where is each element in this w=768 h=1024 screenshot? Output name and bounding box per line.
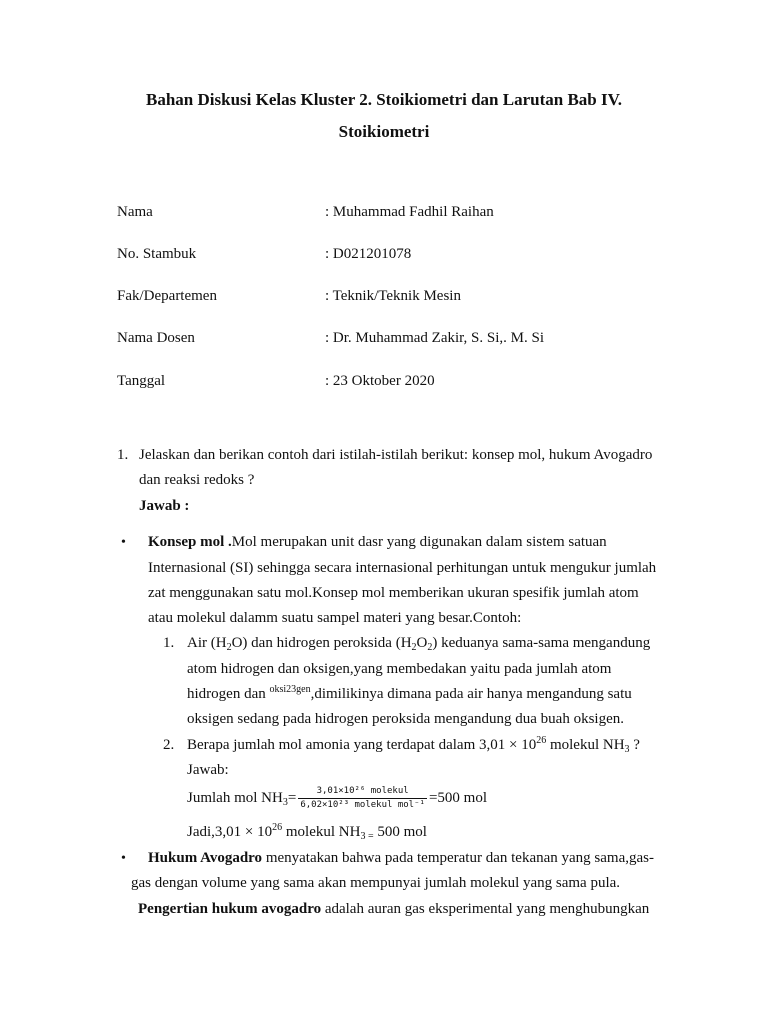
equation-line	[187, 786, 487, 811]
item-1-line-4: oksigen sedang pada hidrogen peroksida mengandung dua buah oksigen.	[187, 711, 624, 727]
hukum-text: menyatakan bahwa pada temperatur dan tekanan yang sama,gas-	[262, 850, 654, 866]
question-number: 1.	[117, 447, 129, 463]
document-title	[100, 84, 668, 148]
item-1-line-3	[187, 682, 632, 707]
konsep-mol-line-4: atau molekul dalamm suatu sampel materi yang besar.Contoh:	[148, 610, 522, 626]
info-value: : Muhammad Fadhil Raihan	[325, 204, 494, 220]
info-label: Nama	[117, 204, 153, 220]
answer-label: Jawab :	[139, 498, 190, 514]
info-value: : D021201078	[325, 246, 412, 262]
item-1-text-a: hidrogen dan	[187, 686, 270, 702]
item-1-text-b: O) dan hidrogen peroksida (H	[231, 635, 412, 651]
bullet-dot: •	[121, 535, 126, 550]
subscript: 2	[411, 642, 417, 653]
pengertian-text: adalah auran gas eksperimental yang menghubungkan	[321, 901, 650, 917]
item-1-text-d: ) keduanya sama-sama mengandung	[432, 635, 651, 651]
fraction-denominator: 6,02×10²³ molekul mol⁻¹	[300, 800, 425, 811]
hukum-term: Hukum Avogadro	[148, 850, 263, 866]
item-2-number: 2.	[163, 737, 175, 753]
equals-sign: =	[287, 790, 297, 806]
subscript: 3	[624, 744, 630, 755]
info-label: Nama Dosen	[117, 330, 195, 346]
pengertian-term: Pengertian hukum avogadro	[138, 901, 322, 917]
question-line-1: Jelaskan dan berikan contoh dari istilah-istilah berikut: konsep mol, hukum Avogadro	[139, 447, 653, 463]
question-line-2: dan reaksi redoks ?	[139, 472, 255, 488]
item-1-line-1	[187, 631, 650, 656]
pengertian-line	[138, 897, 649, 922]
konsep-mol-term: Konsep mol .	[148, 534, 232, 550]
item-1-text-a: Air (H	[187, 635, 227, 651]
info-value: : Teknik/Teknik Mesin	[325, 288, 461, 304]
info-label: Fak/Departemen	[117, 288, 217, 304]
item-1-line-2: atom hidrogen dan oksigen,yang membedakan yaitu pada jumlah atom	[187, 661, 612, 677]
info-value: : 23 Oktober 2020	[325, 373, 435, 389]
item-2-text-a: Berapa jumlah mol amonia yang terdapat dalam 3,01 × 10	[187, 737, 537, 753]
hukum-line-2: gas dengan volume yang sama akan mempunyai jumlah molekul yang sama pula.	[131, 875, 621, 891]
konsep-mol-line-3: zat menggunakan satu mol.Konsep mol memberikan ukuran spesifik jumlah atom	[148, 585, 639, 601]
item-1-text-c: O	[416, 635, 428, 651]
item-2-line-2: Jawab:	[187, 762, 229, 778]
konsep-mol-text: Mol merupakan unit dasr yang digunakan dalam sistem satuan	[231, 534, 607, 550]
result-text-a: Jadi,3,01 × 10	[187, 824, 273, 840]
hukum-line-1	[148, 846, 654, 871]
item-2-line-1	[187, 733, 640, 758]
info-value: : Dr. Muhammad Zakir, S. Si,. M. Si	[325, 330, 544, 346]
info-label: Tanggal	[117, 373, 166, 389]
info-label: No. Stambuk	[117, 246, 197, 262]
subscript: 2	[226, 642, 232, 653]
subscript: 3	[282, 797, 288, 808]
info-row-stambuk	[117, 242, 677, 264]
superscript: 26	[536, 735, 547, 746]
result-line	[187, 820, 427, 845]
result-text-c: 500 mol	[373, 824, 427, 840]
bullet-dot: •	[121, 851, 126, 866]
item-1-number: 1.	[163, 635, 175, 651]
konsep-mol-line-2: Internasional (SI) sehingga secara internasional perhitungan untuk mengukur jumlah	[148, 560, 657, 576]
fraction	[298, 786, 427, 811]
subscript: 2	[427, 642, 433, 653]
superscript: oksi23gen	[269, 684, 311, 695]
item-2-text-c: ?	[629, 737, 640, 753]
superscript: 26	[272, 822, 283, 833]
equation-result: =500 mol	[428, 790, 487, 806]
fraction-numerator: 3,01×10²⁶ molekul	[298, 786, 427, 799]
item-2-text-b: molekul NH	[546, 737, 625, 753]
equation-text: Jumlah mol NH	[187, 790, 283, 806]
info-row-nama	[117, 200, 677, 222]
subscript: 3 =	[360, 831, 374, 842]
info-row-dosen	[117, 326, 677, 348]
title-line-1: Bahan Diskusi Kelas Kluster 2. Stoikiometri dan Larutan Bab IV.	[146, 90, 622, 109]
konsep-mol-line-1	[148, 530, 607, 555]
info-row-departemen	[117, 284, 677, 306]
title-line-2: Stoikiometri	[338, 122, 430, 141]
item-1-text-b: ,dimilikinya dimana pada air hanya mengandung satu	[310, 686, 632, 702]
result-text-b: molekul NH	[282, 824, 361, 840]
info-row-tanggal	[117, 369, 677, 391]
